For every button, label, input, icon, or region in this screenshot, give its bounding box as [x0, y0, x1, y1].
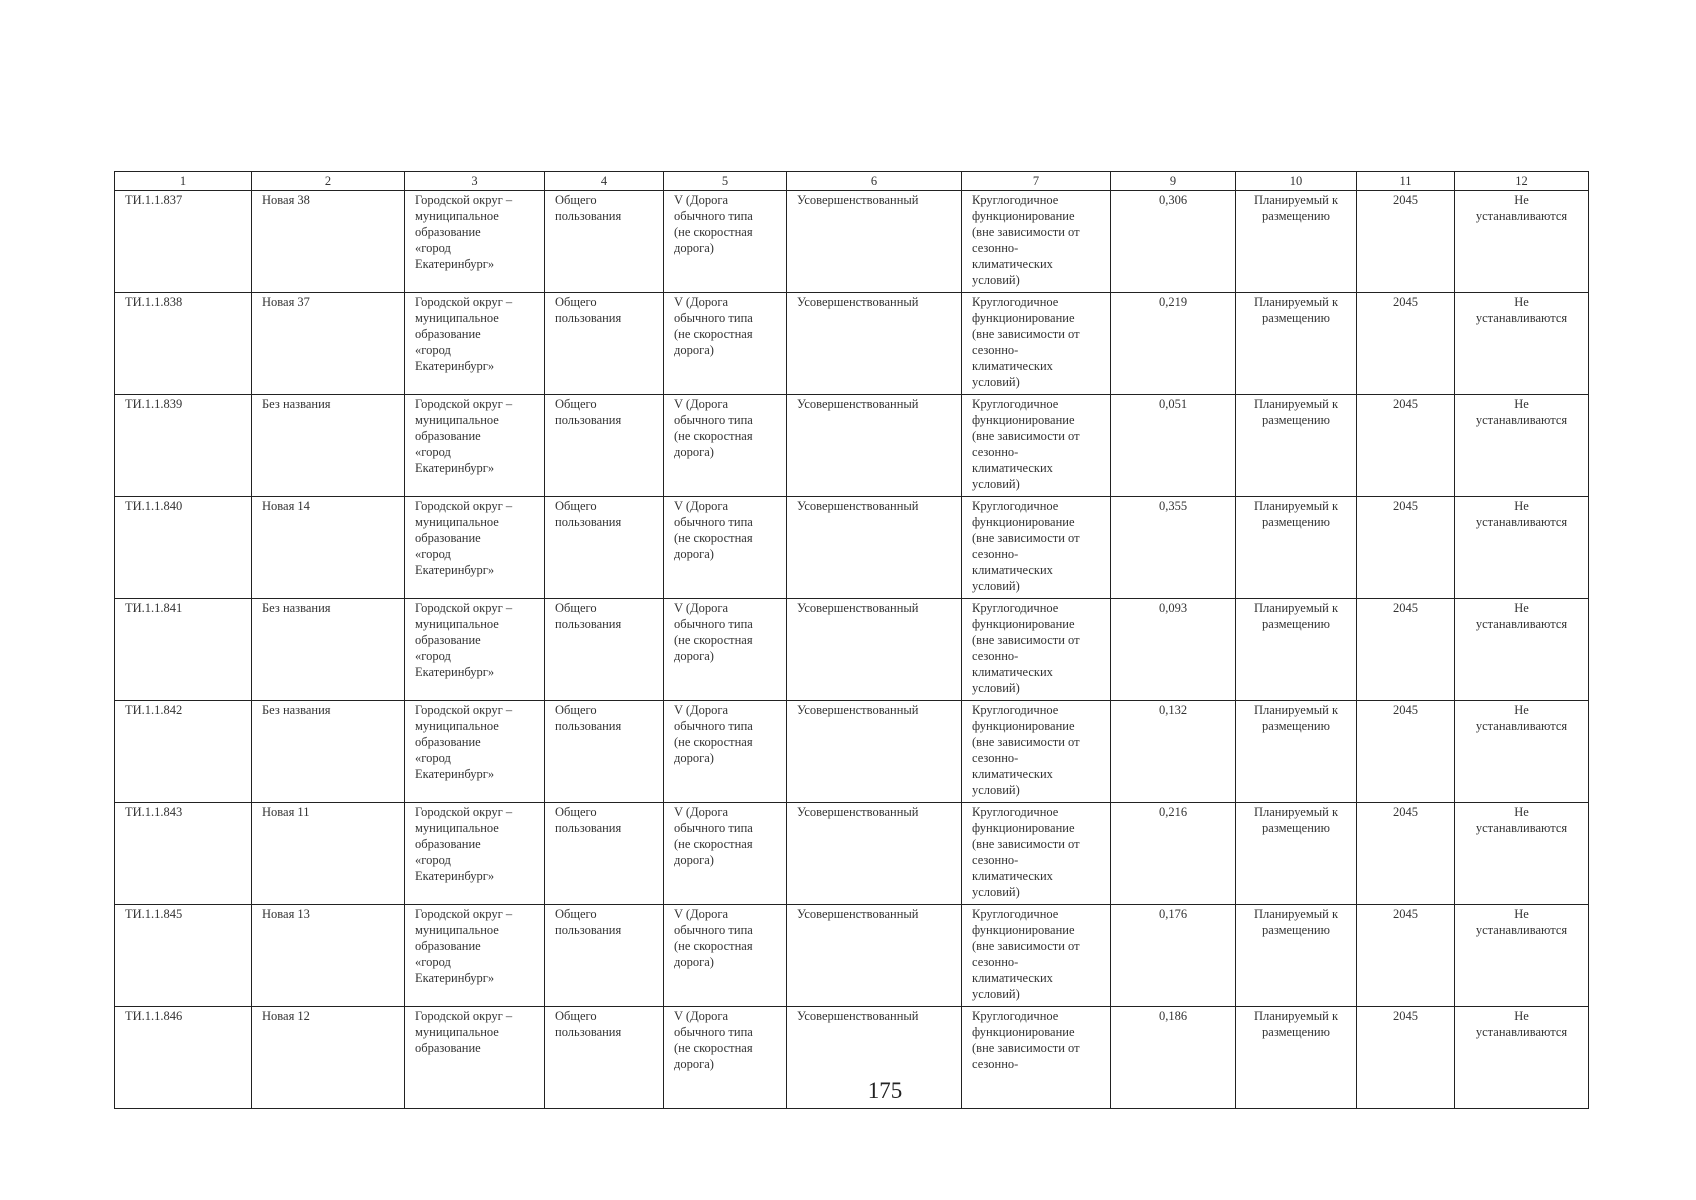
cell-purpose: Общего пользования [545, 497, 664, 599]
cell-year: 2045 [1357, 599, 1455, 701]
cell-operation-mode: Круглогодичное функционирование (вне зависимости от сезонно- климатических условий) [962, 191, 1111, 293]
cell-status: Планируемый к размещению [1236, 1007, 1357, 1109]
cell-operation-mode: Круглогодичное функционирование (вне зависимости от сезонно- климатических условий) [962, 803, 1111, 905]
cell-purpose: Общего пользования [545, 293, 664, 395]
cell-purpose: Общего пользования [545, 701, 664, 803]
document-table [114, 171, 1589, 1109]
table-row [115, 905, 1589, 1007]
cell-length: 0,176 [1111, 905, 1236, 1007]
cell-year: 2045 [1357, 293, 1455, 395]
column-header-municipality: 3 [405, 172, 545, 191]
cell-purpose: Общего пользования [545, 599, 664, 701]
cell-status: Планируемый к размещению [1236, 803, 1357, 905]
cell-year: 2045 [1357, 1007, 1455, 1109]
cell-municipality: Городской округ – муниципальное образование «город Екатеринбург» [405, 599, 545, 701]
column-header-object-id: 1 [115, 172, 252, 191]
cell-municipality: Городской округ – муниципальное образование «город Екатеринбург» [405, 497, 545, 599]
cell-restrictions: Не устанавливаются [1455, 701, 1589, 803]
cell-object-id: ТИ.1.1.840 [115, 497, 252, 599]
cell-surface-type: Усовершенствованный [787, 905, 962, 1007]
cell-municipality: Городской округ – муниципальное образование «город Екатеринбург» [405, 191, 545, 293]
cell-name: Без названия [252, 395, 405, 497]
cell-length: 0,216 [1111, 803, 1236, 905]
cell-restrictions: Не устанавливаются [1455, 599, 1589, 701]
cell-municipality: Городской округ – муниципальное образование [405, 1007, 545, 1109]
cell-category: V (Дорога обычного типа (не скоростная дорога) [664, 497, 787, 599]
column-header-category: 5 [664, 172, 787, 191]
cell-municipality: Городской округ – муниципальное образование «город Екатеринбург» [405, 395, 545, 497]
column-header-restrictions: 12 [1455, 172, 1589, 191]
cell-year: 2045 [1357, 803, 1455, 905]
cell-operation-mode: Круглогодичное функционирование (вне зависимости от сезонно- климатических условий) [962, 395, 1111, 497]
table-body [115, 191, 1589, 1109]
table-row [115, 395, 1589, 497]
table-row [115, 293, 1589, 395]
cell-surface-type: Усовершенствованный [787, 293, 962, 395]
cell-surface-type: Усовершенствованный [787, 1007, 962, 1109]
cell-name: Новая 37 [252, 293, 405, 395]
cell-surface-type: Усовершенствованный [787, 701, 962, 803]
cell-purpose: Общего пользования [545, 905, 664, 1007]
cell-length: 0,306 [1111, 191, 1236, 293]
cell-surface-type: Усовершенствованный [787, 497, 962, 599]
cell-status: Планируемый к размещению [1236, 701, 1357, 803]
cell-length: 0,186 [1111, 1007, 1236, 1109]
cell-surface-type: Усовершенствованный [787, 191, 962, 293]
table-row [115, 497, 1589, 599]
cell-status: Планируемый к размещению [1236, 191, 1357, 293]
cell-restrictions: Не устанавливаются [1455, 191, 1589, 293]
cell-year: 2045 [1357, 701, 1455, 803]
cell-municipality: Городской округ – муниципальное образование «город Екатеринбург» [405, 905, 545, 1007]
header-row [115, 172, 1589, 191]
table-header [115, 172, 1589, 191]
cell-category: V (Дорога обычного типа (не скоростная дорога) [664, 395, 787, 497]
cell-status: Планируемый к размещению [1236, 395, 1357, 497]
cell-object-id: ТИ.1.1.839 [115, 395, 252, 497]
cell-surface-type: Усовершенствованный [787, 395, 962, 497]
cell-operation-mode: Круглогодичное функционирование (вне зависимости от сезонно- климатических условий) [962, 497, 1111, 599]
cell-object-id: ТИ.1.1.837 [115, 191, 252, 293]
cell-object-id: ТИ.1.1.841 [115, 599, 252, 701]
cell-object-id: ТИ.1.1.838 [115, 293, 252, 395]
cell-status: Планируемый к размещению [1236, 599, 1357, 701]
cell-year: 2045 [1357, 905, 1455, 1007]
cell-restrictions: Не устанавливаются [1455, 395, 1589, 497]
table-row [115, 701, 1589, 803]
table-row [115, 191, 1589, 293]
cell-category: V (Дорога обычного типа (не скоростная дорога) [664, 599, 787, 701]
cell-name: Новая 11 [252, 803, 405, 905]
table-row [115, 803, 1589, 905]
cell-purpose: Общего пользования [545, 395, 664, 497]
cell-category: V (Дорога обычного типа (не скоростная дорога) [664, 701, 787, 803]
column-header-operation-mode: 7 [962, 172, 1111, 191]
column-header-name: 2 [252, 172, 405, 191]
cell-operation-mode: Круглогодичное функционирование (вне зависимости от сезонно- климатических условий) [962, 599, 1111, 701]
cell-name: Без названия [252, 599, 405, 701]
cell-year: 2045 [1357, 497, 1455, 599]
cell-municipality: Городской округ – муниципальное образование «город Екатеринбург» [405, 293, 545, 395]
cell-object-id: ТИ.1.1.845 [115, 905, 252, 1007]
cell-object-id: ТИ.1.1.843 [115, 803, 252, 905]
column-header-purpose: 4 [545, 172, 664, 191]
cell-surface-type: Усовершенствованный [787, 599, 962, 701]
cell-restrictions: Не устанавливаются [1455, 293, 1589, 395]
column-header-surface-type: 6 [787, 172, 962, 191]
column-header-status: 10 [1236, 172, 1357, 191]
cell-status: Планируемый к размещению [1236, 905, 1357, 1007]
cell-restrictions: Не устанавливаются [1455, 803, 1589, 905]
cell-purpose: Общего пользования [545, 191, 664, 293]
cell-length: 0,132 [1111, 701, 1236, 803]
cell-length: 0,093 [1111, 599, 1236, 701]
cell-restrictions: Не устанавливаются [1455, 497, 1589, 599]
cell-category: V (Дорога обычного типа (не скоростная дорога) [664, 1007, 787, 1109]
cell-name: Без названия [252, 701, 405, 803]
cell-operation-mode: Круглогодичное функционирование (вне зависимости от сезонно- климатических условий) [962, 293, 1111, 395]
cell-operation-mode: Круглогодичное функционирование (вне зависимости от сезонно- [962, 1007, 1111, 1109]
cell-name: Новая 12 [252, 1007, 405, 1109]
cell-operation-mode: Круглогодичное функционирование (вне зависимости от сезонно- климатических условий) [962, 701, 1111, 803]
cell-length: 0,355 [1111, 497, 1236, 599]
cell-name: Новая 38 [252, 191, 405, 293]
page-number: 175 [867, 1078, 903, 1103]
cell-length: 0,219 [1111, 293, 1236, 395]
cell-object-id: ТИ.1.1.842 [115, 701, 252, 803]
cell-restrictions: Не устанавливаются [1455, 905, 1589, 1007]
cell-category: V (Дорога обычного типа (не скоростная дорога) [664, 191, 787, 293]
column-header-year: 11 [1357, 172, 1455, 191]
cell-operation-mode: Круглогодичное функционирование (вне зависимости от сезонно- климатических условий) [962, 905, 1111, 1007]
cell-restrictions: Не устанавливаются [1455, 1007, 1589, 1109]
cell-purpose: Общего пользования [545, 1007, 664, 1109]
cell-object-id: ТИ.1.1.846 [115, 1007, 252, 1109]
cell-surface-type: Усовершенствованный [787, 803, 962, 905]
cell-length: 0,051 [1111, 395, 1236, 497]
cell-purpose: Общего пользования [545, 803, 664, 905]
cell-category: V (Дорога обычного типа (не скоростная дорога) [664, 803, 787, 905]
cell-status: Планируемый к размещению [1236, 293, 1357, 395]
cell-category: V (Дорога обычного типа (не скоростная дорога) [664, 905, 787, 1007]
cell-municipality: Городской округ – муниципальное образование «город Екатеринбург» [405, 803, 545, 905]
cell-status: Планируемый к размещению [1236, 497, 1357, 599]
column-header-length: 9 [1111, 172, 1236, 191]
cell-municipality: Городской округ – муниципальное образование «город Екатеринбург» [405, 701, 545, 803]
cell-year: 2045 [1357, 191, 1455, 293]
cell-category: V (Дорога обычного типа (не скоростная дорога) [664, 293, 787, 395]
cell-year: 2045 [1357, 395, 1455, 497]
cell-name: Новая 14 [252, 497, 405, 599]
cell-name: Новая 13 [252, 905, 405, 1007]
table-row [115, 599, 1589, 701]
